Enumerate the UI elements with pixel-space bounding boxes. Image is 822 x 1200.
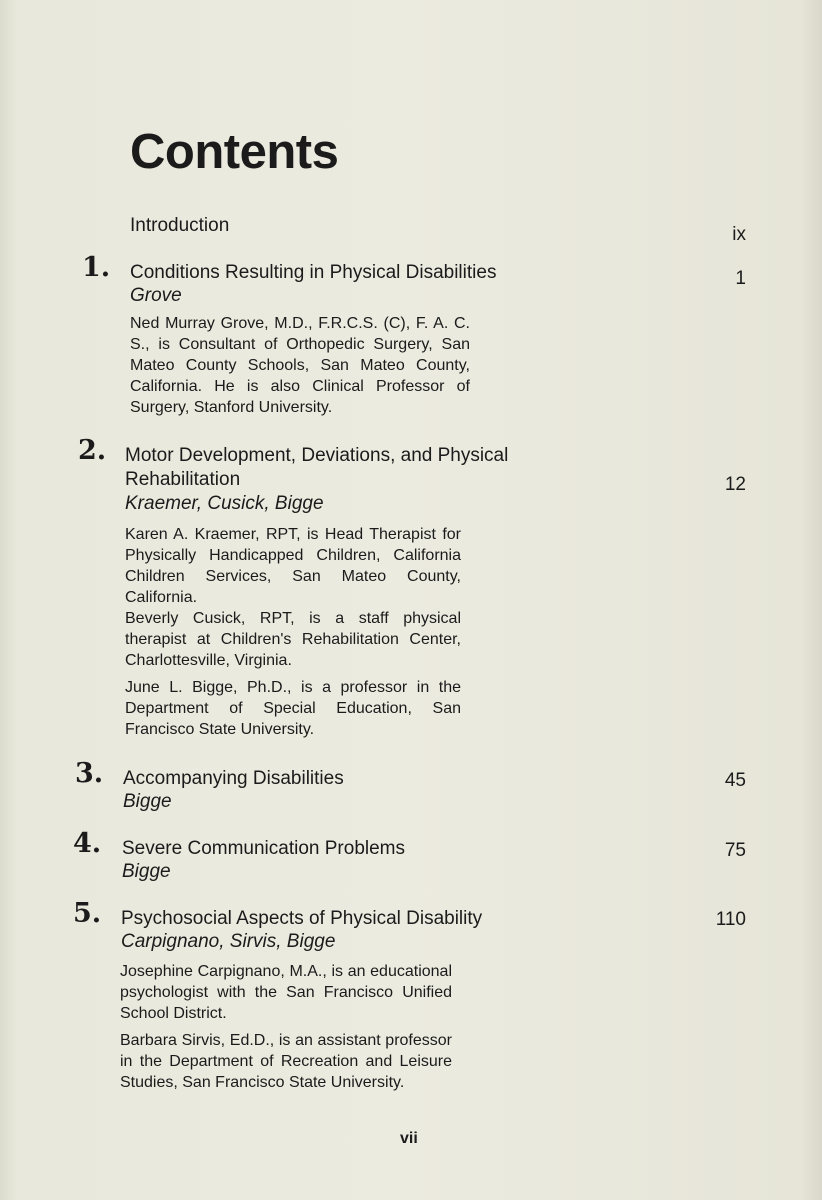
author-bio: Beverly Cusick, RPT, is a staff physical therapist at Children's Rehabilitation Center, Charlottesville, Virginia.	[125, 610, 461, 669]
chapter-page: 12	[724, 474, 746, 495]
chapter-number: 5.	[73, 898, 102, 929]
chapter-number: 3.	[75, 758, 104, 789]
chapter-authors: Grove	[130, 285, 182, 306]
author-bio: Barbara Sirvis, Ed.D., is an assistant professor in the Department of Recreation and Leisure Studies, San Francisco State University.	[120, 1032, 452, 1091]
author-bio: June L. Bigge, Ph.D., is a professor in the Department of Special Education, San Francisco State University.	[125, 679, 461, 738]
chapter-title: Accompanying Disabilities	[123, 768, 344, 789]
intro-page: ix	[732, 224, 746, 245]
author-bio: Josephine Carpignano, M.A., is an educational psychologist with the San Francisco Unified School District.	[120, 963, 452, 1022]
page-folio: vii	[400, 1130, 418, 1147]
chapter-title: Motor Development, Deviations, and Physical Rehabilitation	[125, 445, 509, 490]
chapter-number: 1.	[82, 252, 111, 283]
chapter-title: Severe Communication Problems	[122, 838, 406, 859]
chapter-page: 75	[724, 840, 746, 861]
author-bio: Karen A. Kraemer, RPT, is Head Therapist for Physically Handicapped Children, California Children Services, San Mateo County, California.	[125, 526, 461, 606]
chapter-authors: Bigge	[122, 861, 171, 882]
page-title: Contents	[130, 125, 339, 179]
chapter-page: 110	[715, 909, 746, 930]
chapter-authors: Kraemer, Cusick, Bigge	[125, 493, 324, 514]
chapter-number: 4.	[73, 828, 102, 859]
chapter-title: Psychosocial Aspects of Physical Disability	[121, 908, 483, 929]
author-bio: Ned Murray Grove, M.D., F.R.C.S. (C), F. A. C. S., is Consultant of Orthopedic Surgery, San Mateo County Schools, San Mateo County, California. He is also Clinical Professor of Surgery, Stanford University.	[130, 315, 470, 416]
intro-label: Introduction	[130, 215, 230, 236]
chapter-authors: Carpignano, Sirvis, Bigge	[121, 931, 336, 952]
chapter-number: 2.	[78, 435, 107, 466]
chapter-page: 1	[735, 268, 746, 289]
chapter-title: Conditions Resulting in Physical Disabilities	[130, 262, 497, 283]
chapter-page: 45	[724, 770, 746, 791]
chapter-authors: Bigge	[123, 791, 172, 812]
